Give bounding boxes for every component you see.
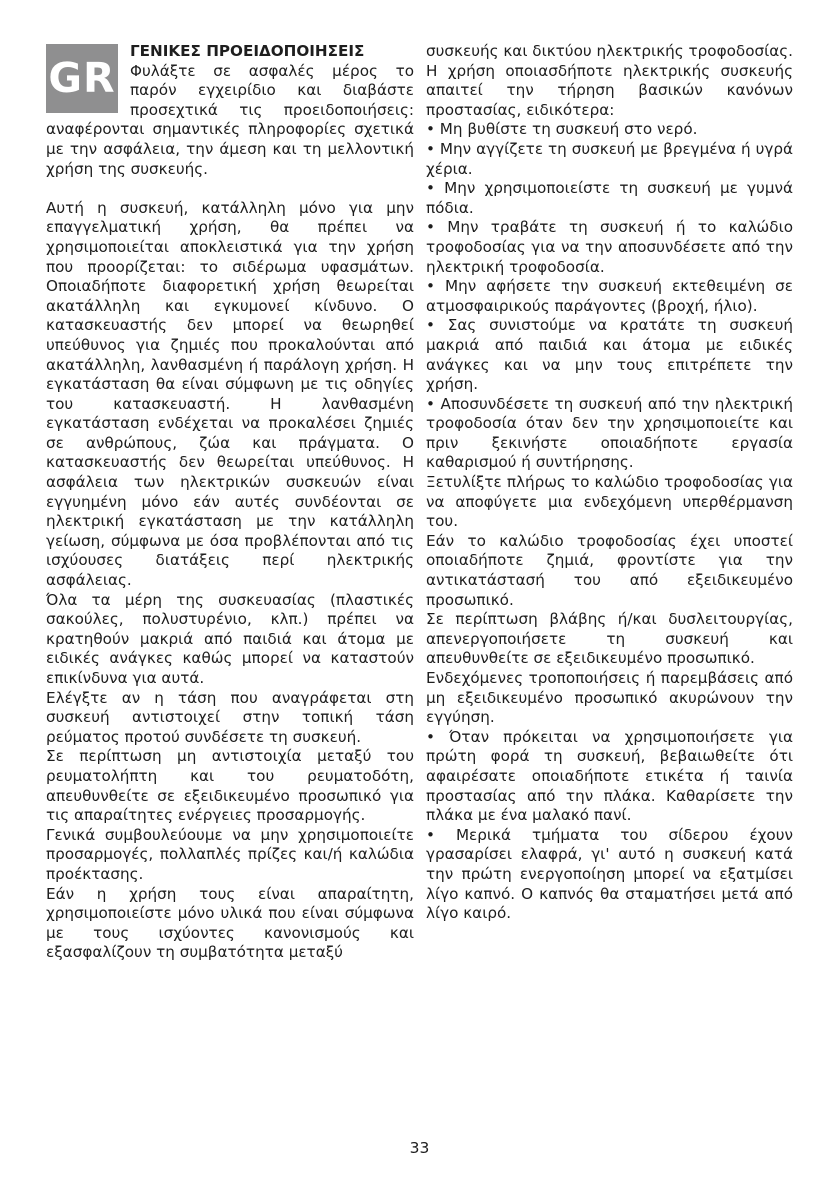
bullet-item: • Μερικά τμήματα του σίδερου έχουν γρασαρίσει ελαφρά, γι' αυτό η συσκευή κατά την πρώτη ενεργοποίηση μπορεί να εξατμίσει λίγο καπνό. Ο καπνός θα σταματήσει μετά από λίγο καιρό. <box>426 825 793 923</box>
bullet-item: • Σας συνιστούμε να κρατάτε τη συσκευή μακριά από παιδιά και άτομα με ειδικές ανάγκες και να μην τους επιτρέπετε την χρήση. <box>426 316 793 394</box>
malfunction-paragraph: Σε περίπτωση βλάβης ή/και δυσλειτουργίας, απενεργοποιήσετε τη συσκευή και απευθυνθείτε σε εξειδικευμένο προσωπικό. <box>426 610 793 668</box>
voltage-paragraph: Ελέγξτε αν η τάση που αναγράφεται στη συσκευή αντιστοιχεί στην τοπική τάση ρεύματος προτού συνδέσετε τη συσκευή. <box>46 688 414 746</box>
cord-unwind-paragraph: Ξετυλίξτε πλήρως το καλώδιο τροφοδοσίας για να αποφύγετε μια ενδεχόμενη υπερθέρμανση του. <box>426 473 793 531</box>
warranty-paragraph: Ενδεχόμενες τροποποιήσεις ή παρεμβάσεις από μη εξειδικευμένο προσωπικό ακυρώνουν την εγγύηση. <box>426 669 793 727</box>
section-heading: ΓΕΝΙΚΕΣ ΠΡΟΕΙΔΟΠΟΙΗΣΕΙΣ <box>130 42 365 60</box>
continuation-paragraph: συσκευής και δικτύου ηλεκτρικής τροφοδοσίας. <box>426 42 794 60</box>
language-badge: GR <box>46 44 118 113</box>
intro-paragraph: Φυλάξτε σε ασφαλές μέρος το παρόν εγχειρίδιο και διαβάστε προσεχτικά τις προειδοποιήσεις: αναφέρονται σημαντικές πληροφορίες σχετικά με την ασφάλεια, την άμεση και τη μελλοντική χρήση της συσκευής. <box>46 61 414 178</box>
bullet-item: • Μην τραβάτε τη συσκευή ή το καλώδιο τροφοδοσίας για να την αποσυνδέσετε από την ηλεκτρική τροφοδοσία. <box>426 218 793 276</box>
adapters-use-paragraph: Εάν η χρήση τους είναι απαραίτητη, χρησιμοποιείστε μόνο υλικά που είναι σύμφωνα με τους ισχύοντες κανονισμούς και εξασφαλίζουν τη συμβατότητα μεταξύ <box>46 884 414 962</box>
bullet-item: • Μην αφήσετε την συσκευή εκτεθειμένη σε ατμοσφαιρικούς παράγοντες (βροχή, ήλιο). <box>426 277 793 315</box>
basic-rules-paragraph: Η χρήση οποιασδήποτε ηλεκτρικής συσκευής απαιτεί την τήρηση βασικών κανόνων προστασίας, ειδικότερα: <box>426 61 793 119</box>
bullet-item: • Όταν πρόκειται να χρησιμοποιήσετε για πρώτη φορά τη συσκευή, βεβαιωθείτε ότι αφαιρέσατε οποιαδήποτε ετικέτα ή ταινία προστασίας από την πλάκα. Καθαρίσετε την πλάκα με ένα μαλακό πανί. <box>426 727 793 825</box>
right-column <box>426 42 793 924</box>
bullet-item: • Αποσυνδέσετε τη συσκευή από την ηλεκτρική τροφοδοσία όταν δεν την χρησιμοποιείτε και πριν ξεκινήστε οποιαδήποτε εργασία καθαρισμού ή συντήρησης. <box>426 394 793 472</box>
intended-use-paragraph: Αυτή η συσκευή, κατάλληλη μόνο για μην επαγγελματική χρήση, θα πρέπει να χρησιμοποιείται αποκλειστικά για την χρήση που προορίζεται: το σιδέρωμα υφασμάτων. Οποιαδήποτε διαφορετική χρήση θεωρείται ακατάλληλη και εγκυμονεί κίνδυνο. Ο κατασκευαστής δεν μπορεί να θεωρηθεί υπεύθυνος για ζημιές που προκαλούνται από ακατάλληλη, λανθασμένη ή παράλογη χρήση. Η εγκατάσταση θα είναι σύμφωνη με τις οδηγίες του κατασκευαστή. Η λανθασμένη εγκατάσταση ενδέχεται να προκαλέσει ζημιές σε ανθρώπους, ζώα και πράγματα. Ο κατασκευαστής δεν θεωρείται υπεύθυνος. Η ασφάλεια των ηλεκτρικών συσκευών είναι εγγυημένη μόνο εάν αυτές συνδέονται σε ηλεκτρική εγκατάσταση με την κατάλληλη γείωση, σύμφωνα με όσα προβλέπονται από τις ισχύουσες διατάξεις περί ηλεκτρικής ασφάλειας. <box>46 198 414 590</box>
adapters-paragraph: Γενικά συμβουλεύουμε να μην χρησιμοποιείτε προσαρμογές, πολλαπλές πρίζες και/ή καλώδια προέκτασης. <box>46 825 414 883</box>
bullet-item: • Μην χρησιμοποιείστε τη συσκευή με γυμνά πόδια. <box>426 179 793 217</box>
plug-mismatch-paragraph: Σε περίπτωση μη αντιστοιχία μεταξύ του ρευματολήπτη και του ρευματοδότη, απευθυνθείτε σε εξειδικευμένο προσωπικό για τις απαραίτητες ενέργειες προσαρμογής. <box>46 747 414 825</box>
bullet-item: • Μην αγγίζετε τη συσκευή με βρεγμένα ή υγρά χέρια. <box>426 139 793 178</box>
bullet-item: • Μη βυθίστε τη συσκευή στο νερό. <box>426 120 698 139</box>
packaging-paragraph: Όλα τα μέρη της συσκευασίας (πλαστικές σακούλες, πολυστυρένιο, κλπ.) πρέπει να κρατηθούν μακριά από παιδιά και άτομα με ειδικές ανάγκες καθώς μπορεί να καταστούν επικίνδυνα για αυτά. <box>46 590 414 687</box>
cord-damage-paragraph: Εάν το καλώδιο τροφοδοσίας έχει υποστεί οποιαδήποτε ζημιά, φροντίστε για την αντικατάστασή του από εξειδικευμένο προσωπικό. <box>426 531 793 609</box>
page-number: 33 <box>409 1139 430 1157</box>
left-column <box>46 42 414 963</box>
